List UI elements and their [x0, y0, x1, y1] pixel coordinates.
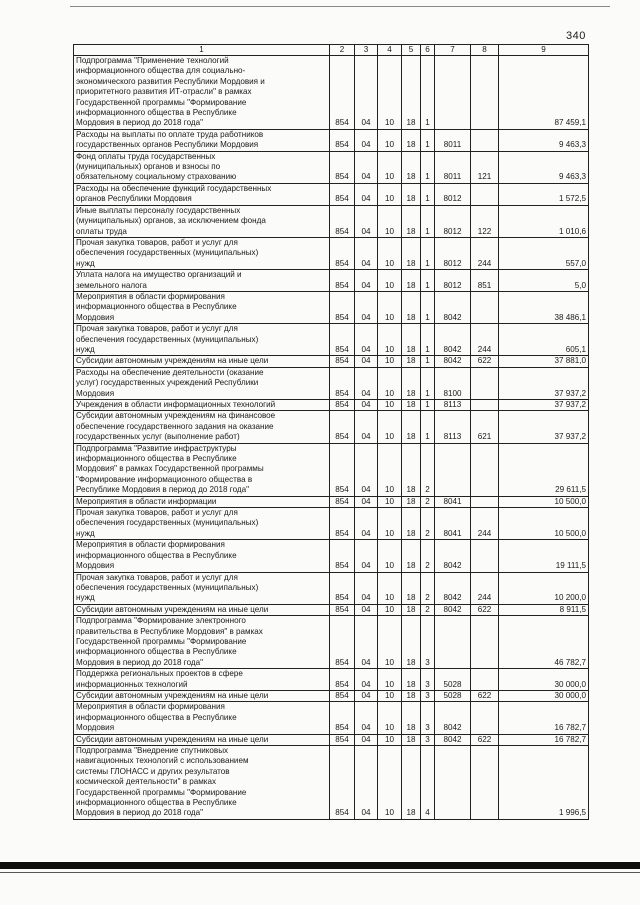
subsection-code: 10 [378, 367, 402, 399]
expense-type-code [471, 496, 499, 507]
amount: 8 911,5 [499, 604, 589, 615]
amount: 30 000,0 [499, 669, 589, 691]
row-name: Субсидии автономным учреждениям на финансовое обеспечение государственного задания на оказание государственных услуг (выполнение работ) [74, 411, 330, 443]
program-code: 18 [402, 690, 421, 701]
expense-type-code: 121 [471, 151, 499, 183]
direction-code: 8012 [435, 237, 471, 269]
ministry-code: 854 [330, 237, 355, 269]
table-header-row [74, 45, 589, 56]
column-header: 7 [435, 45, 471, 56]
section-code: 04 [355, 400, 378, 411]
program-code: 18 [402, 324, 421, 356]
program-code: 18 [402, 183, 421, 205]
row-name: Мероприятия в области формирования информационного общества в Республике Мордовия [74, 291, 330, 323]
section-code: 04 [355, 734, 378, 745]
subprogram-code: 1 [421, 56, 435, 130]
top-edge-line [70, 6, 610, 7]
program-code: 18 [402, 496, 421, 507]
section-code: 04 [355, 270, 378, 292]
section-code: 04 [355, 411, 378, 443]
program-code: 18 [402, 572, 421, 604]
table-row [74, 400, 589, 411]
section-code: 04 [355, 356, 378, 367]
subprogram-code: 3 [421, 734, 435, 745]
subsection-code: 10 [378, 56, 402, 130]
table-row [74, 702, 589, 734]
section-code: 04 [355, 702, 378, 734]
subprogram-code: 1 [421, 270, 435, 292]
row-name: Субсидии автономным учреждениям на иные цели [74, 604, 330, 615]
expense-type-code: 622 [471, 356, 499, 367]
expense-type-code: 244 [471, 324, 499, 356]
table-row [74, 56, 589, 130]
table-row [74, 270, 589, 292]
program-code: 18 [402, 443, 421, 496]
subsection-code: 10 [378, 508, 402, 540]
amount: 29 611,5 [499, 443, 589, 496]
row-name: Уплата налога на имущество организаций и земельного налога [74, 270, 330, 292]
subsection-code: 10 [378, 129, 402, 151]
subsection-code: 10 [378, 540, 402, 572]
subprogram-code: 2 [421, 572, 435, 604]
section-code: 04 [355, 151, 378, 183]
program-code: 18 [402, 734, 421, 745]
program-code: 18 [402, 746, 421, 820]
section-code: 04 [355, 443, 378, 496]
direction-code [435, 56, 471, 130]
program-code: 18 [402, 604, 421, 615]
ministry-code: 854 [330, 572, 355, 604]
direction-code: 8113 [435, 400, 471, 411]
row-name: Прочая закупка товаров, работ и услуг для обеспечения государственных (муниципальных) нужд [74, 572, 330, 604]
subprogram-code: 2 [421, 604, 435, 615]
section-code: 04 [355, 496, 378, 507]
expense-type-code [471, 540, 499, 572]
table-row [74, 746, 589, 820]
direction-code: 8041 [435, 496, 471, 507]
amount: 10 200,0 [499, 572, 589, 604]
program-code: 18 [402, 367, 421, 399]
ministry-code: 854 [330, 291, 355, 323]
subsection-code: 10 [378, 356, 402, 367]
row-name: Прочая закупка товаров, работ и услуг для обеспечения государственных (муниципальных) нужд [74, 324, 330, 356]
column-header: 4 [378, 45, 402, 56]
amount: 37 881,0 [499, 356, 589, 367]
row-name: Субсидии автономным учреждениям на иные цели [74, 734, 330, 745]
direction-code: 8012 [435, 270, 471, 292]
amount: 38 486,1 [499, 291, 589, 323]
direction-code: 8042 [435, 356, 471, 367]
amount: 46 782,7 [499, 616, 589, 669]
row-name: Прочая закупка товаров, работ и услуг для обеспечения государственных (муниципальных) нужд [74, 508, 330, 540]
direction-code: 8041 [435, 508, 471, 540]
ministry-code: 854 [330, 746, 355, 820]
table-row [74, 690, 589, 701]
row-name: Мероприятия в области формирования информационного общества в Республике Мордовия [74, 540, 330, 572]
direction-code [435, 746, 471, 820]
expense-type-code: 244 [471, 508, 499, 540]
section-code: 04 [355, 367, 378, 399]
subsection-code: 10 [378, 496, 402, 507]
expense-type-code [471, 56, 499, 130]
row-name: Мероприятия в области формирования информационного общества в Республике Мордовия [74, 702, 330, 734]
program-code: 18 [402, 540, 421, 572]
section-code: 04 [355, 572, 378, 604]
table-row [74, 291, 589, 323]
column-header: 2 [330, 45, 355, 56]
table-row [74, 496, 589, 507]
program-code: 18 [402, 411, 421, 443]
row-name: Субсидии автономным учреждениям на иные цели [74, 690, 330, 701]
program-code: 18 [402, 151, 421, 183]
section-code: 04 [355, 205, 378, 237]
expense-type-code [471, 616, 499, 669]
direction-code: 8042 [435, 324, 471, 356]
row-name: Подпрограмма "Развитие инфраструктуры информационного общества в Республике Мордовия" в рамках Государственной программы "Формирование информационного общества в Республике Мордовия в период до 2018 года" [74, 443, 330, 496]
ministry-code: 854 [330, 411, 355, 443]
subprogram-code: 1 [421, 356, 435, 367]
expense-type-code: 122 [471, 205, 499, 237]
section-code: 04 [355, 291, 378, 323]
direction-code: 8042 [435, 604, 471, 615]
subsection-code: 10 [378, 183, 402, 205]
section-code: 04 [355, 129, 378, 151]
section-code: 04 [355, 183, 378, 205]
program-code: 18 [402, 291, 421, 323]
subsection-code: 10 [378, 604, 402, 615]
table-row [74, 183, 589, 205]
subprogram-code: 1 [421, 367, 435, 399]
expense-type-code [471, 183, 499, 205]
subsection-code: 10 [378, 237, 402, 269]
section-code: 04 [355, 508, 378, 540]
column-header: 1 [74, 45, 330, 56]
subprogram-code: 1 [421, 291, 435, 323]
scan-edge-bar [0, 862, 640, 869]
amount: 16 782,7 [499, 734, 589, 745]
program-code: 18 [402, 205, 421, 237]
expense-type-code [471, 443, 499, 496]
program-code: 18 [402, 270, 421, 292]
row-name: Субсидии автономным учреждениям на иные цели [74, 356, 330, 367]
ministry-code: 854 [330, 183, 355, 205]
row-name: Подпрограмма "Формирование электронного правительства в Республике Мордовия" в рамках Государственной программы "Формирование информационного общества в Республике Мордовия в период до 2018 года" [74, 616, 330, 669]
ministry-code: 854 [330, 690, 355, 701]
amount: 5,0 [499, 270, 589, 292]
expense-type-code: 622 [471, 604, 499, 615]
ministry-code: 854 [330, 324, 355, 356]
row-name: Прочая закупка товаров, работ и услуг для обеспечения государственных (муниципальных) нужд [74, 237, 330, 269]
subprogram-code: 1 [421, 151, 435, 183]
subprogram-code: 1 [421, 237, 435, 269]
row-name: Фонд оплаты труда государственных (муниципальных) органов и взносы по обязательному социальному страхованию [74, 151, 330, 183]
direction-code: 8042 [435, 291, 471, 323]
row-name: Подпрограмма "Применение технологий информационного общества для социально- экономического развития Республики Мордовия и приоритетного развития ИТ-отрасли" в рамках Государственной программы "Формирование информационного общества в Республике Мордовия в период до 2018 года" [74, 56, 330, 130]
table-row [74, 237, 589, 269]
row-name: Расходы на обеспечение функций государственных органов Республики Мордовия [74, 183, 330, 205]
direction-code: 8012 [435, 183, 471, 205]
program-code: 18 [402, 356, 421, 367]
program-code: 18 [402, 237, 421, 269]
subsection-code: 10 [378, 411, 402, 443]
table-row [74, 572, 589, 604]
section-code: 04 [355, 237, 378, 269]
subsection-code: 10 [378, 746, 402, 820]
table-row [74, 129, 589, 151]
ministry-code: 854 [330, 508, 355, 540]
ministry-code: 854 [330, 496, 355, 507]
expense-type-code: 622 [471, 690, 499, 701]
section-code: 04 [355, 324, 378, 356]
subsection-code: 10 [378, 734, 402, 745]
subsection-code: 10 [378, 291, 402, 323]
table-row [74, 367, 589, 399]
subprogram-code: 3 [421, 616, 435, 669]
row-name: Подпрограмма "Внедрение спутниковых навигационных технологий с использованием системы ГЛОНАСС и других результатов космической деятельности" в рамках Государственной программы "Формирование информационного общества в Республике Мордовия в период до 2018 года" [74, 746, 330, 820]
expense-type-code [471, 746, 499, 820]
amount: 87 459,1 [499, 56, 589, 130]
ministry-code: 854 [330, 669, 355, 691]
amount: 9 463,3 [499, 151, 589, 183]
direction-code [435, 616, 471, 669]
amount: 37 937,2 [499, 400, 589, 411]
amount: 1 010,6 [499, 205, 589, 237]
amount: 37 937,2 [499, 367, 589, 399]
program-code: 18 [402, 508, 421, 540]
row-name: Поддержка региональных проектов в сфере информационных технологий [74, 669, 330, 691]
program-code: 18 [402, 702, 421, 734]
table-row [74, 151, 589, 183]
amount: 19 111,5 [499, 540, 589, 572]
subsection-code: 10 [378, 669, 402, 691]
table-row [74, 734, 589, 745]
column-header: 3 [355, 45, 378, 56]
ministry-code: 854 [330, 604, 355, 615]
direction-code [435, 443, 471, 496]
subprogram-code: 1 [421, 183, 435, 205]
row-name: Иные выплаты персоналу государственных (муниципальных) органов, за исключением фонда оплаты труда [74, 205, 330, 237]
subprogram-code: 3 [421, 690, 435, 701]
ministry-code: 854 [330, 443, 355, 496]
expense-type-code: 851 [471, 270, 499, 292]
ministry-code: 854 [330, 56, 355, 130]
subprogram-code: 2 [421, 540, 435, 572]
subsection-code: 10 [378, 690, 402, 701]
subprogram-code: 3 [421, 702, 435, 734]
subprogram-code: 1 [421, 324, 435, 356]
ministry-code: 854 [330, 270, 355, 292]
subsection-code: 10 [378, 443, 402, 496]
expense-type-code [471, 669, 499, 691]
table-row [74, 508, 589, 540]
ministry-code: 854 [330, 616, 355, 669]
subsection-code: 10 [378, 616, 402, 669]
subsection-code: 10 [378, 324, 402, 356]
row-name: Расходы на обеспечение деятельности (оказание услуг) государственных учреждений Республики Мордовия [74, 367, 330, 399]
amount: 557,0 [499, 237, 589, 269]
direction-code: 8042 [435, 702, 471, 734]
direction-code: 5028 [435, 690, 471, 701]
amount: 16 782,7 [499, 702, 589, 734]
section-code: 04 [355, 604, 378, 615]
section-code: 04 [355, 540, 378, 572]
subprogram-code: 1 [421, 411, 435, 443]
section-code: 04 [355, 746, 378, 820]
program-code: 18 [402, 616, 421, 669]
program-code: 18 [402, 669, 421, 691]
amount: 605,1 [499, 324, 589, 356]
expense-type-code [471, 291, 499, 323]
program-code: 18 [402, 129, 421, 151]
ministry-code: 854 [330, 400, 355, 411]
ministry-code: 854 [330, 734, 355, 745]
subsection-code: 10 [378, 270, 402, 292]
column-header: 6 [421, 45, 435, 56]
direction-code: 8042 [435, 572, 471, 604]
section-code: 04 [355, 56, 378, 130]
direction-code: 5028 [435, 669, 471, 691]
subprogram-code: 4 [421, 746, 435, 820]
amount: 30 000,0 [499, 690, 589, 701]
amount: 37 937,2 [499, 411, 589, 443]
column-header: 5 [402, 45, 421, 56]
subprogram-code: 2 [421, 496, 435, 507]
subsection-code: 10 [378, 400, 402, 411]
direction-code: 8042 [435, 540, 471, 572]
subsection-code: 10 [378, 151, 402, 183]
ministry-code: 854 [330, 367, 355, 399]
expense-type-code: 621 [471, 411, 499, 443]
ministry-code: 854 [330, 151, 355, 183]
subprogram-code: 2 [421, 508, 435, 540]
ministry-code: 854 [330, 540, 355, 572]
amount: 1 572,5 [499, 183, 589, 205]
expense-type-code [471, 702, 499, 734]
table-row [74, 604, 589, 615]
page-number: 340 [566, 30, 586, 42]
ministry-code: 854 [330, 356, 355, 367]
expense-type-code [471, 400, 499, 411]
expense-type-code: 244 [471, 572, 499, 604]
row-name: Учреждения в области информационных технологий [74, 400, 330, 411]
table-row [74, 356, 589, 367]
ministry-code: 854 [330, 129, 355, 151]
expense-type-code: 244 [471, 237, 499, 269]
table-row [74, 411, 589, 443]
amount: 9 463,3 [499, 129, 589, 151]
subsection-code: 10 [378, 205, 402, 237]
ministry-code: 854 [330, 205, 355, 237]
table-row [74, 324, 589, 356]
program-code: 18 [402, 400, 421, 411]
amount: 10 500,0 [499, 496, 589, 507]
row-name: Расходы на выплаты по оплате труда работников государственных органов Республики Мордовия [74, 129, 330, 151]
subprogram-code: 3 [421, 669, 435, 691]
subprogram-code: 1 [421, 400, 435, 411]
scan-edge-line [0, 872, 640, 873]
direction-code: 8113 [435, 411, 471, 443]
section-code: 04 [355, 669, 378, 691]
table-row [74, 540, 589, 572]
subprogram-code: 1 [421, 129, 435, 151]
table-row [74, 205, 589, 237]
subsection-code: 10 [378, 702, 402, 734]
direction-code: 8011 [435, 129, 471, 151]
section-code: 04 [355, 690, 378, 701]
column-header: 8 [471, 45, 499, 56]
table-row [74, 669, 589, 691]
table-row [74, 616, 589, 669]
amount: 10 500,0 [499, 508, 589, 540]
direction-code: 8042 [435, 734, 471, 745]
column-header: 9 [499, 45, 589, 56]
budget-table [73, 44, 589, 820]
direction-code: 8011 [435, 151, 471, 183]
table-row [74, 443, 589, 496]
subprogram-code: 2 [421, 443, 435, 496]
direction-code: 8012 [435, 205, 471, 237]
expense-type-code [471, 129, 499, 151]
section-code: 04 [355, 616, 378, 669]
subsection-code: 10 [378, 572, 402, 604]
subprogram-code: 1 [421, 205, 435, 237]
amount: 1 996,5 [499, 746, 589, 820]
ministry-code: 854 [330, 702, 355, 734]
expense-type-code: 622 [471, 734, 499, 745]
program-code: 18 [402, 56, 421, 130]
row-name: Мероприятия в области информации [74, 496, 330, 507]
direction-code: 8100 [435, 367, 471, 399]
expense-type-code [471, 367, 499, 399]
